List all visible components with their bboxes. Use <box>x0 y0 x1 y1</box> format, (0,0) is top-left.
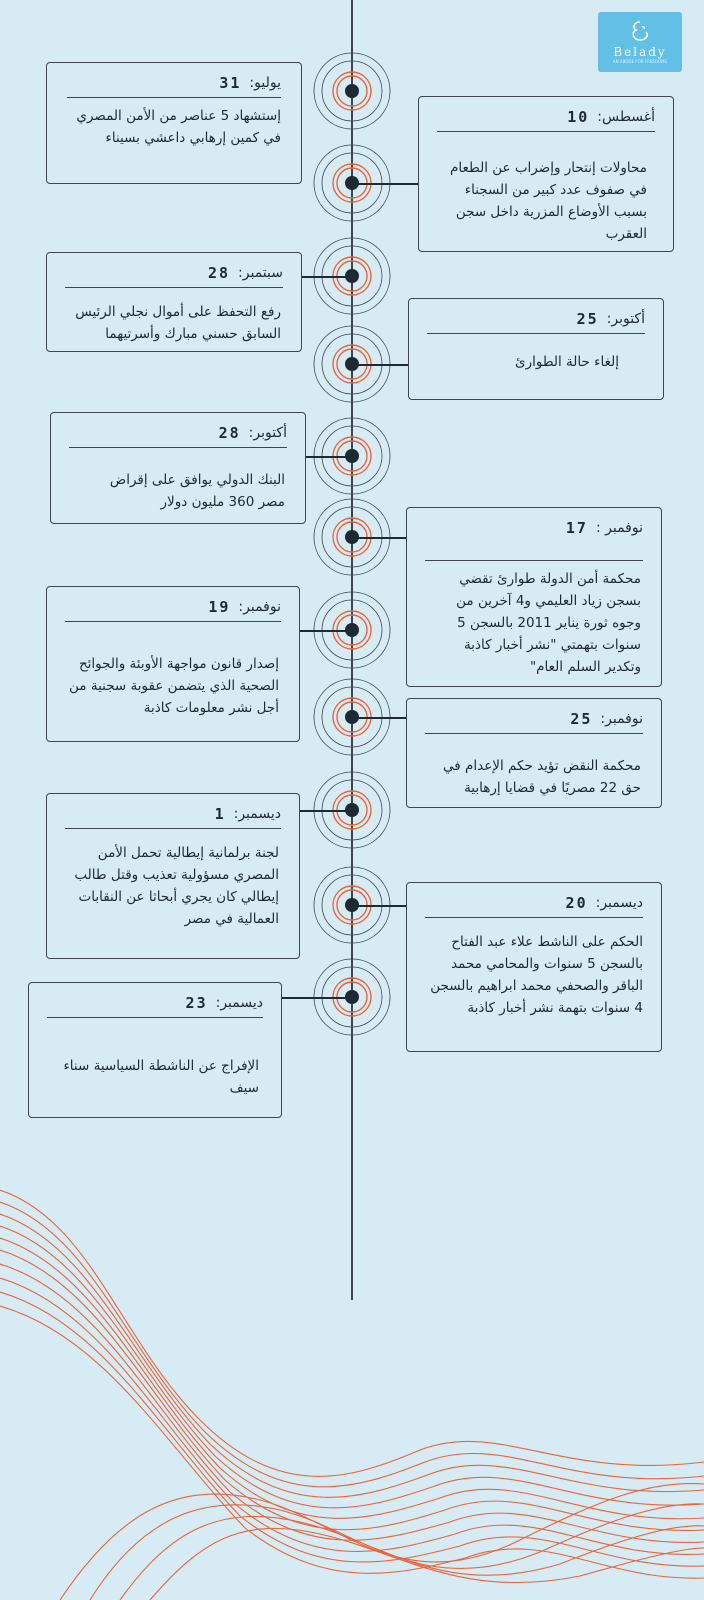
event-divider <box>425 560 643 561</box>
timeline-node <box>310 49 394 133</box>
event-card <box>46 586 300 742</box>
event-text: محكمة أمن الدولة طوارئ تقضي بسجن زياد العليمي و4 آخرين من وجوه ثورة يناير 2011 بالسجن 5 سنوات بتهمتي "نشر أخبار كاذبة وتكدير السلم العام" <box>456 571 641 675</box>
event-date: 31 يوليو: <box>67 69 281 98</box>
event-text: رفع التحفظ على أموال نجلي الرئيس السابق حسني مبارك وأسرتيهما <box>75 304 281 342</box>
wave-line <box>0 1292 704 1566</box>
event-date: 28 أكتوبر: <box>69 419 287 448</box>
wave-line <box>0 1278 704 1554</box>
event-card <box>46 62 302 184</box>
event-card <box>406 507 662 687</box>
decorative-waves <box>0 1180 704 1600</box>
wave-line <box>0 1250 704 1530</box>
wave-line <box>150 1528 704 1600</box>
wave-line <box>0 1190 704 1476</box>
wave-line <box>0 1238 704 1519</box>
wave-line <box>60 1483 704 1600</box>
event-date: 25 نوفمبر: <box>425 705 643 734</box>
wave-line <box>0 1306 704 1578</box>
event-text: إصدار قانون مواجهة الأوبئة والجوائح الصحية الذي يتضمن عقوبة سجنية من أجل نشر معلومات كاذبة <box>69 656 279 716</box>
brand-logo <box>598 12 682 72</box>
event-date: 25 أكتوبر: <box>427 305 645 334</box>
event-date: 1 ديسمبر: <box>65 800 281 829</box>
wave-line <box>90 1504 704 1600</box>
event-card <box>46 252 302 352</box>
event-card <box>50 412 306 524</box>
event-date: 17 نوفمبر : <box>565 519 643 537</box>
event-text: البنك الدولي يوافق على إقراض مصر 360 مليون دولار <box>109 472 285 510</box>
event-card <box>46 793 300 959</box>
event-date: 28 سبتمبر: <box>65 259 283 288</box>
event-text: الحكم على الناشط علاء عبد الفتاح بالسجن 5 سنوات والمحامي محمد الباقر والصحفي محمد ابراهيم بالسجن 4 سنوات بتهمة نشر أخبار كاذبة <box>430 934 643 1016</box>
wave-line <box>0 1202 704 1487</box>
event-date: 20 ديسمبر: <box>425 889 643 918</box>
event-text: لجنة برلمانية إيطالية تحمل الأمن المصري مسؤولية تعذيب وقتل طالب إيطالي كان يجري أبحاثا عن النقابات العمالية في مصر <box>74 845 279 927</box>
wave-line <box>120 1516 704 1600</box>
event-card <box>406 698 662 808</box>
event-card <box>28 982 282 1118</box>
event-text: إلغاء حالة الطوارئ <box>515 354 619 370</box>
brand-tagline: AN ABODE FOR FREEDOMS <box>612 59 668 64</box>
event-card <box>408 298 664 400</box>
event-card <box>406 882 662 1052</box>
wave-line <box>0 1214 704 1497</box>
brand-name: Belady <box>613 45 667 59</box>
event-text: محاولات إنتحار وإضراب عن الطعام في صفوف عدد كبير من السجناء بسبب الأوضاع المزرية داخل سجن العقرب <box>450 160 647 242</box>
wave-line <box>0 1264 704 1542</box>
event-text: الإفراج عن الناشطة السياسية سناء سيف <box>63 1058 259 1096</box>
event-date: 19 نوفمبر: <box>65 593 281 622</box>
event-date: 10 أغسطس: <box>437 103 655 132</box>
brand-mark-icon <box>625 18 655 44</box>
event-date: 23 ديسمبر: <box>47 989 263 1018</box>
wave-line <box>0 1226 704 1508</box>
event-text: محكمة النقض تؤيد حكم الإعدام في حق 22 مصريًا في قضايا إرهابية <box>443 758 641 796</box>
event-text: إستشهاد 5 عناصر من الأمن المصري في كمين إرهابي داعشي بسيناء <box>76 108 281 146</box>
event-card <box>418 96 674 252</box>
